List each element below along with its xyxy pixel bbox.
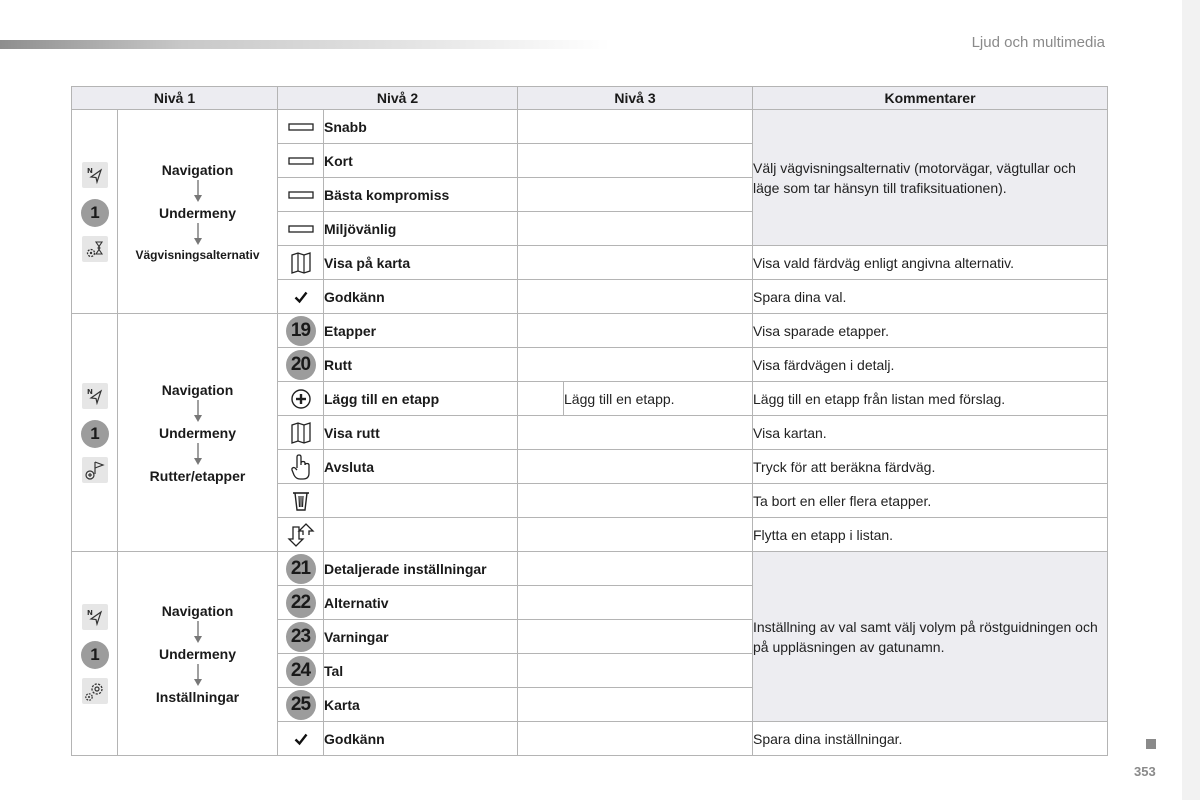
level3-cell [518,586,753,620]
level3-cell [518,722,753,756]
bar-icon [278,110,324,144]
comment-cell: Visa färdvägen i detalj. [753,348,1108,382]
menu-number-badge: 1 [81,641,109,669]
navigation-arrow-icon [82,162,108,188]
menu-table [71,86,1108,756]
option-label[interactable]: Karta [324,688,518,722]
comment-cell: Välj vägvisningsalternativ (motorvägar, vägtullar och läge som tar hänsyn till trafiksituationen). [753,110,1108,246]
map-icon [278,416,324,450]
option-label[interactable]: Miljövänlig [324,212,518,246]
trash-icon [278,484,324,518]
table-row [72,110,1108,144]
comment-cell: Spara dina inställningar. [753,722,1108,756]
level3-cell [518,450,753,484]
option-label[interactable]: Visa rutt [324,416,518,450]
arrow-down-icon [193,621,203,644]
option-label[interactable]: Godkänn [324,280,518,314]
menu-number-badge: 1 [81,420,109,448]
level1-menu [118,314,278,552]
number-badge: 24 [286,656,316,686]
column-header: Nivå 3 [518,87,753,110]
level1-icons [72,552,118,756]
number-badge: 23 [286,622,316,652]
arrow-down-icon [193,664,203,687]
level3-cell [518,620,753,654]
option-label[interactable]: Rutt [324,348,518,382]
option-label[interactable]: Varningar [324,620,518,654]
svg-text:N: N [86,608,93,617]
number-badge-icon [278,552,324,586]
move-arrows-icon [278,518,324,552]
column-header: Nivå 1 [72,87,278,110]
option-label[interactable]: Bästa kompromiss [324,178,518,212]
arrow-down-icon [193,443,203,466]
navigation-arrow-icon [82,604,108,630]
menu-settings: Inställningar [155,688,240,705]
check-icon [278,722,324,756]
comment-cell: Visa vald färdväg enligt angivna alternativ. [753,246,1108,280]
table-row [72,552,1108,586]
option-label[interactable] [324,484,518,518]
number-badge: 21 [286,554,316,584]
menu-submenu: Undermeny [158,645,237,662]
menu-submenu: Undermeny [158,424,237,441]
hand-pointer-icon [278,450,324,484]
level3-cell [518,178,753,212]
empty-icon-cell [518,382,564,416]
option-label[interactable]: Visa på karta [324,246,518,280]
plus-circle-icon [278,382,324,416]
menu-route-options: Vägvisningsalternativ [135,247,260,262]
option-label[interactable]: Snabb [324,110,518,144]
number-badge-icon [278,620,324,654]
navigation-arrow-icon [82,383,108,409]
number-badge: 22 [286,588,316,618]
bar-icon [278,212,324,246]
option-label[interactable]: Etapper [324,314,518,348]
comment-cell: Flytta en etapp i listan. [753,518,1108,552]
option-label[interactable] [324,518,518,552]
level1-menu [118,552,278,756]
number-badge: 20 [286,350,316,380]
level3-cell [518,484,753,518]
comment-cell: Ta bort en eller flera etapper. [753,484,1108,518]
svg-text:N: N [86,387,93,396]
menu-navigation: Navigation [161,602,234,619]
comment-cell: Inställning av val samt välj volym på röstguidningen och på uppläsningen av gatunamn. [753,552,1108,722]
page-edge-strip [1182,0,1200,800]
level3-cell [518,416,753,450]
route-options-gear-icon [82,236,108,262]
level3-cell [518,280,753,314]
arrow-down-icon [193,400,203,423]
level3-cell [518,314,753,348]
level3-cell [518,144,753,178]
svg-text:N: N [86,166,93,175]
option-label[interactable]: Kort [324,144,518,178]
menu-navigation: Navigation [161,161,234,178]
table-header-row [72,87,1108,110]
level3-cell [518,518,753,552]
option-label[interactable]: Godkänn [324,722,518,756]
column-header: Kommentarer [753,87,1108,110]
bar-icon [278,144,324,178]
header-gradient-bar [0,40,610,49]
number-badge-icon [278,654,324,688]
option-label[interactable]: Detaljerade inställningar [324,552,518,586]
page-marker [1146,739,1156,749]
level3-cell: Lägg till en etapp. [564,382,753,416]
page-number: 353 [1134,764,1156,779]
option-label[interactable]: Tal [324,654,518,688]
level1-icons [72,314,118,552]
number-badge-icon [278,586,324,620]
route-flag-icon [82,457,108,483]
level3-cell [518,246,753,280]
arrow-down-icon [193,180,203,203]
bar-icon [278,178,324,212]
level1-icons [72,110,118,314]
comment-cell: Tryck för att beräkna färdväg. [753,450,1108,484]
level3-cell [518,552,753,586]
option-label[interactable]: Lägg till en etapp [324,382,518,416]
level3-cell [518,110,753,144]
menu-routes-stages: Rutter/etapper [149,467,246,484]
menu-submenu: Undermeny [158,204,237,221]
comment-cell: Visa sparade etapper. [753,314,1108,348]
map-icon [278,246,324,280]
column-header: Nivå 2 [278,87,518,110]
comment-cell: Spara dina val. [753,280,1108,314]
arrow-down-icon [193,223,203,246]
number-badge-icon [278,314,324,348]
section-title: Ljud och multimedia [971,34,1105,51]
number-badge-icon [278,348,324,382]
option-label[interactable]: Alternativ [324,586,518,620]
comment-cell: Lägg till en etapp från listan med förslag. [753,382,1108,416]
level1-menu [118,110,278,314]
level3-cell [518,654,753,688]
number-badge: 19 [286,316,316,346]
option-label[interactable]: Avsluta [324,450,518,484]
level3-cell [518,348,753,382]
menu-navigation: Navigation [161,381,234,398]
number-badge: 25 [286,690,316,720]
check-icon [278,280,324,314]
table-row [72,314,1108,348]
settings-gears-icon [82,678,108,704]
level3-cell [518,212,753,246]
level3-cell [518,688,753,722]
comment-cell: Visa kartan. [753,416,1108,450]
number-badge-icon [278,688,324,722]
menu-number-badge: 1 [81,199,109,227]
